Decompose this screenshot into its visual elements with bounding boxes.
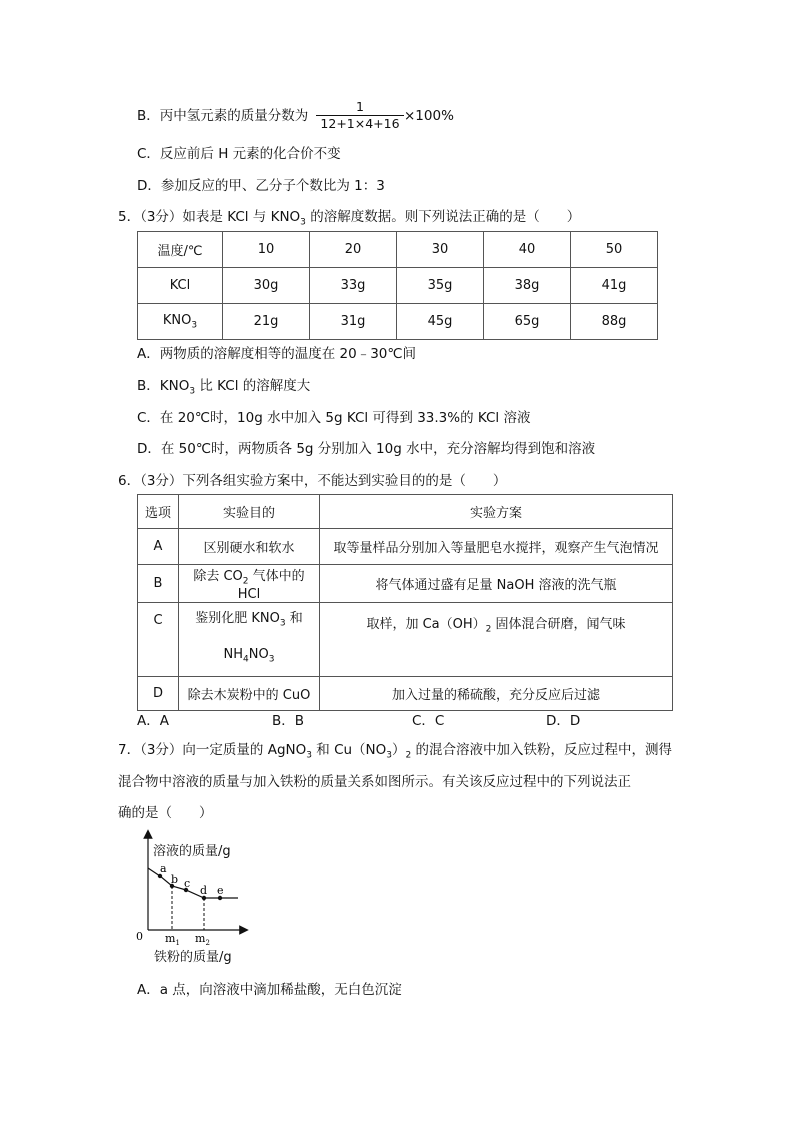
subscript: 3 bbox=[306, 750, 312, 761]
cell-text-2: 固体混合研磨，闻气味 bbox=[491, 616, 626, 632]
origin-label: 0 bbox=[136, 930, 143, 943]
table-cell: 65g bbox=[484, 304, 571, 340]
cell-text: 取样，加 Ca（OH） bbox=[366, 616, 486, 632]
point-label-b: b bbox=[171, 873, 179, 886]
subscript: 3 bbox=[300, 217, 306, 228]
q5-stem bbox=[118, 208, 580, 232]
q4-option-c: C．反应前后 H 元素的化合价不变 bbox=[137, 146, 341, 162]
table-row bbox=[138, 676, 673, 710]
table-row bbox=[138, 304, 658, 340]
q6-choice-b: B．B bbox=[272, 713, 305, 729]
q4-option-b bbox=[137, 107, 308, 125]
fraction-numerator: 1 bbox=[356, 99, 364, 114]
cell-text: 鉴别化肥 KNO bbox=[195, 610, 280, 626]
q7-text-4: 的混合溶液中加入铁粉，反应过程中，测得 bbox=[411, 742, 673, 758]
q5-option-c: C．在 20℃时，10g 水中加入 5g KCl 可得到 33.3%的 KCl 溶液 bbox=[137, 410, 531, 426]
table-cell: 30 bbox=[397, 232, 484, 268]
table-cell: 38g bbox=[484, 268, 571, 304]
q5-option-b-text: B．KNO bbox=[137, 378, 190, 394]
table-cell: 10 bbox=[223, 232, 310, 268]
subscript: 3 bbox=[189, 386, 196, 397]
q7-stem-line-1 bbox=[118, 741, 672, 765]
m2-label bbox=[195, 932, 210, 947]
table-cell: D bbox=[138, 676, 179, 710]
table-cell: 35g bbox=[397, 268, 484, 304]
table-header-cell: 实验目的 bbox=[179, 495, 320, 529]
cell-line-2 bbox=[181, 639, 317, 676]
table-header-cell: 实验方案 bbox=[320, 495, 673, 529]
q7-graph-xlabel: 铁粉的质量/g bbox=[154, 950, 232, 965]
table-cell: 21g bbox=[223, 304, 310, 340]
kno3-label: KNO bbox=[162, 312, 192, 328]
q7-text-2: 和 Cu（NO bbox=[311, 742, 387, 758]
table-cell: 取等量样品分别加入等量肥皂水搅拌，观察产生气泡情况 bbox=[320, 529, 673, 565]
table-cell: 88g bbox=[571, 304, 658, 340]
q4-option-b-fraction bbox=[316, 99, 404, 132]
table-cell: 50 bbox=[571, 232, 658, 268]
q5-option-b-text-2: 比 KCl 的溶解度大 bbox=[195, 378, 311, 394]
q5-option-b bbox=[137, 377, 310, 401]
q6-experiment-table bbox=[137, 494, 673, 711]
q5-stem-text-2: 的溶解度数据。则下列说法正确的是（ ） bbox=[305, 209, 581, 225]
q4-option-b-suffix: ×100% bbox=[404, 108, 454, 124]
q7-stem-line-3: 确的是（ ） bbox=[118, 805, 213, 821]
subscript: 3 bbox=[191, 320, 198, 331]
table-cell: 加入过量的稀硫酸，充分反应后过滤 bbox=[320, 676, 673, 710]
table-cell: 20 bbox=[310, 232, 397, 268]
point-label-e: e bbox=[217, 884, 224, 897]
cell-line-1 bbox=[181, 603, 317, 640]
q4-option-b-prefix: B．丙中氢元素的质量分数为 bbox=[137, 108, 309, 124]
table-cell bbox=[179, 565, 320, 603]
m1-letter: m bbox=[165, 932, 176, 945]
q7-option-a: A．a 点，向溶液中滴加稀盐酸，无白色沉淀 bbox=[137, 982, 402, 998]
m1-label bbox=[165, 932, 180, 947]
table-cell: 45g bbox=[397, 304, 484, 340]
q7-text-3: ） bbox=[392, 742, 406, 758]
table-cell: 除去木炭粉中的 CuO bbox=[179, 676, 320, 710]
q6-stem: 6．（3分）下列各组实验方案中，不能达到实验目的的是（ ） bbox=[118, 473, 507, 489]
q6-choice-c: C．C bbox=[412, 713, 445, 729]
q4-option-d: D．参加反应的甲、乙分子个数比为 1：3 bbox=[137, 178, 385, 194]
table-cell: 温度/℃ bbox=[138, 232, 223, 268]
q5-stem-text: 5．（3分）如表是 KCl 与 KNO bbox=[118, 209, 301, 225]
point-label-a: a bbox=[160, 862, 167, 875]
subscript: 2 bbox=[485, 624, 492, 635]
table-cell: 33g bbox=[310, 268, 397, 304]
table-cell: A bbox=[138, 529, 179, 565]
cell-text-4: NO bbox=[248, 647, 269, 663]
cell-text-2: 和 bbox=[285, 610, 303, 626]
table-cell bbox=[179, 602, 320, 676]
q7-text: 7．（3分）向一定质量的 AgNO bbox=[118, 742, 307, 758]
table-row bbox=[138, 232, 658, 268]
table-row bbox=[138, 529, 673, 565]
table-header-cell: 选项 bbox=[138, 495, 179, 529]
subscript: 4 bbox=[243, 654, 249, 665]
table-row bbox=[138, 602, 673, 676]
table-cell: 将气体通过盛有足量 NaOH 溶液的洗气瓶 bbox=[320, 565, 673, 603]
cell-text-2: 气体中的 HCl bbox=[237, 569, 305, 602]
q5-option-d: D．在 50℃时，两物质各 5g 分别加入 10g 水中，充分溶解均得到饱和溶液 bbox=[137, 441, 596, 457]
table-cell: 41g bbox=[571, 268, 658, 304]
table-cell: 31g bbox=[310, 304, 397, 340]
point-label-c: c bbox=[184, 877, 191, 890]
m2-subscript: 2 bbox=[205, 939, 210, 947]
q5-solubility-table bbox=[137, 231, 658, 340]
q6-choice-a: A．A bbox=[137, 713, 169, 729]
table-cell: C bbox=[138, 602, 179, 676]
table-row bbox=[138, 565, 673, 603]
m1-subscript: 1 bbox=[175, 939, 180, 947]
subscript: 2 bbox=[405, 750, 412, 761]
table-cell: 区别硬水和软水 bbox=[179, 529, 320, 565]
table-cell bbox=[320, 602, 673, 676]
q7-graph-ylabel: 溶液的质量/g bbox=[153, 844, 231, 859]
q6-choice-d: D．D bbox=[546, 713, 581, 729]
cell-text: 除去 CO bbox=[193, 569, 243, 584]
subscript: 3 bbox=[268, 654, 275, 665]
fraction-denominator: 12+1×4+16 bbox=[320, 116, 400, 131]
point-label-d: d bbox=[200, 884, 208, 897]
cell-text-3: NH bbox=[223, 647, 244, 663]
m2-letter: m bbox=[195, 932, 206, 945]
table-row bbox=[138, 495, 673, 529]
subscript: 3 bbox=[279, 618, 286, 629]
q7-stem-line-2: 混合物中溶液的质量与加入铁粉的质量关系如图所示。有关该反应过程中的下列说法正 bbox=[118, 774, 631, 790]
table-cell: 30g bbox=[223, 268, 310, 304]
table-cell: 40 bbox=[484, 232, 571, 268]
q5-option-a: A．两物质的溶解度相等的温度在 20﹣30℃间 bbox=[137, 346, 417, 362]
table-row bbox=[138, 268, 658, 304]
table-cell: B bbox=[138, 565, 179, 603]
table-cell bbox=[138, 304, 223, 340]
table-cell: KCl bbox=[138, 268, 223, 304]
subscript: 3 bbox=[386, 750, 393, 761]
subscript: 2 bbox=[242, 576, 249, 587]
